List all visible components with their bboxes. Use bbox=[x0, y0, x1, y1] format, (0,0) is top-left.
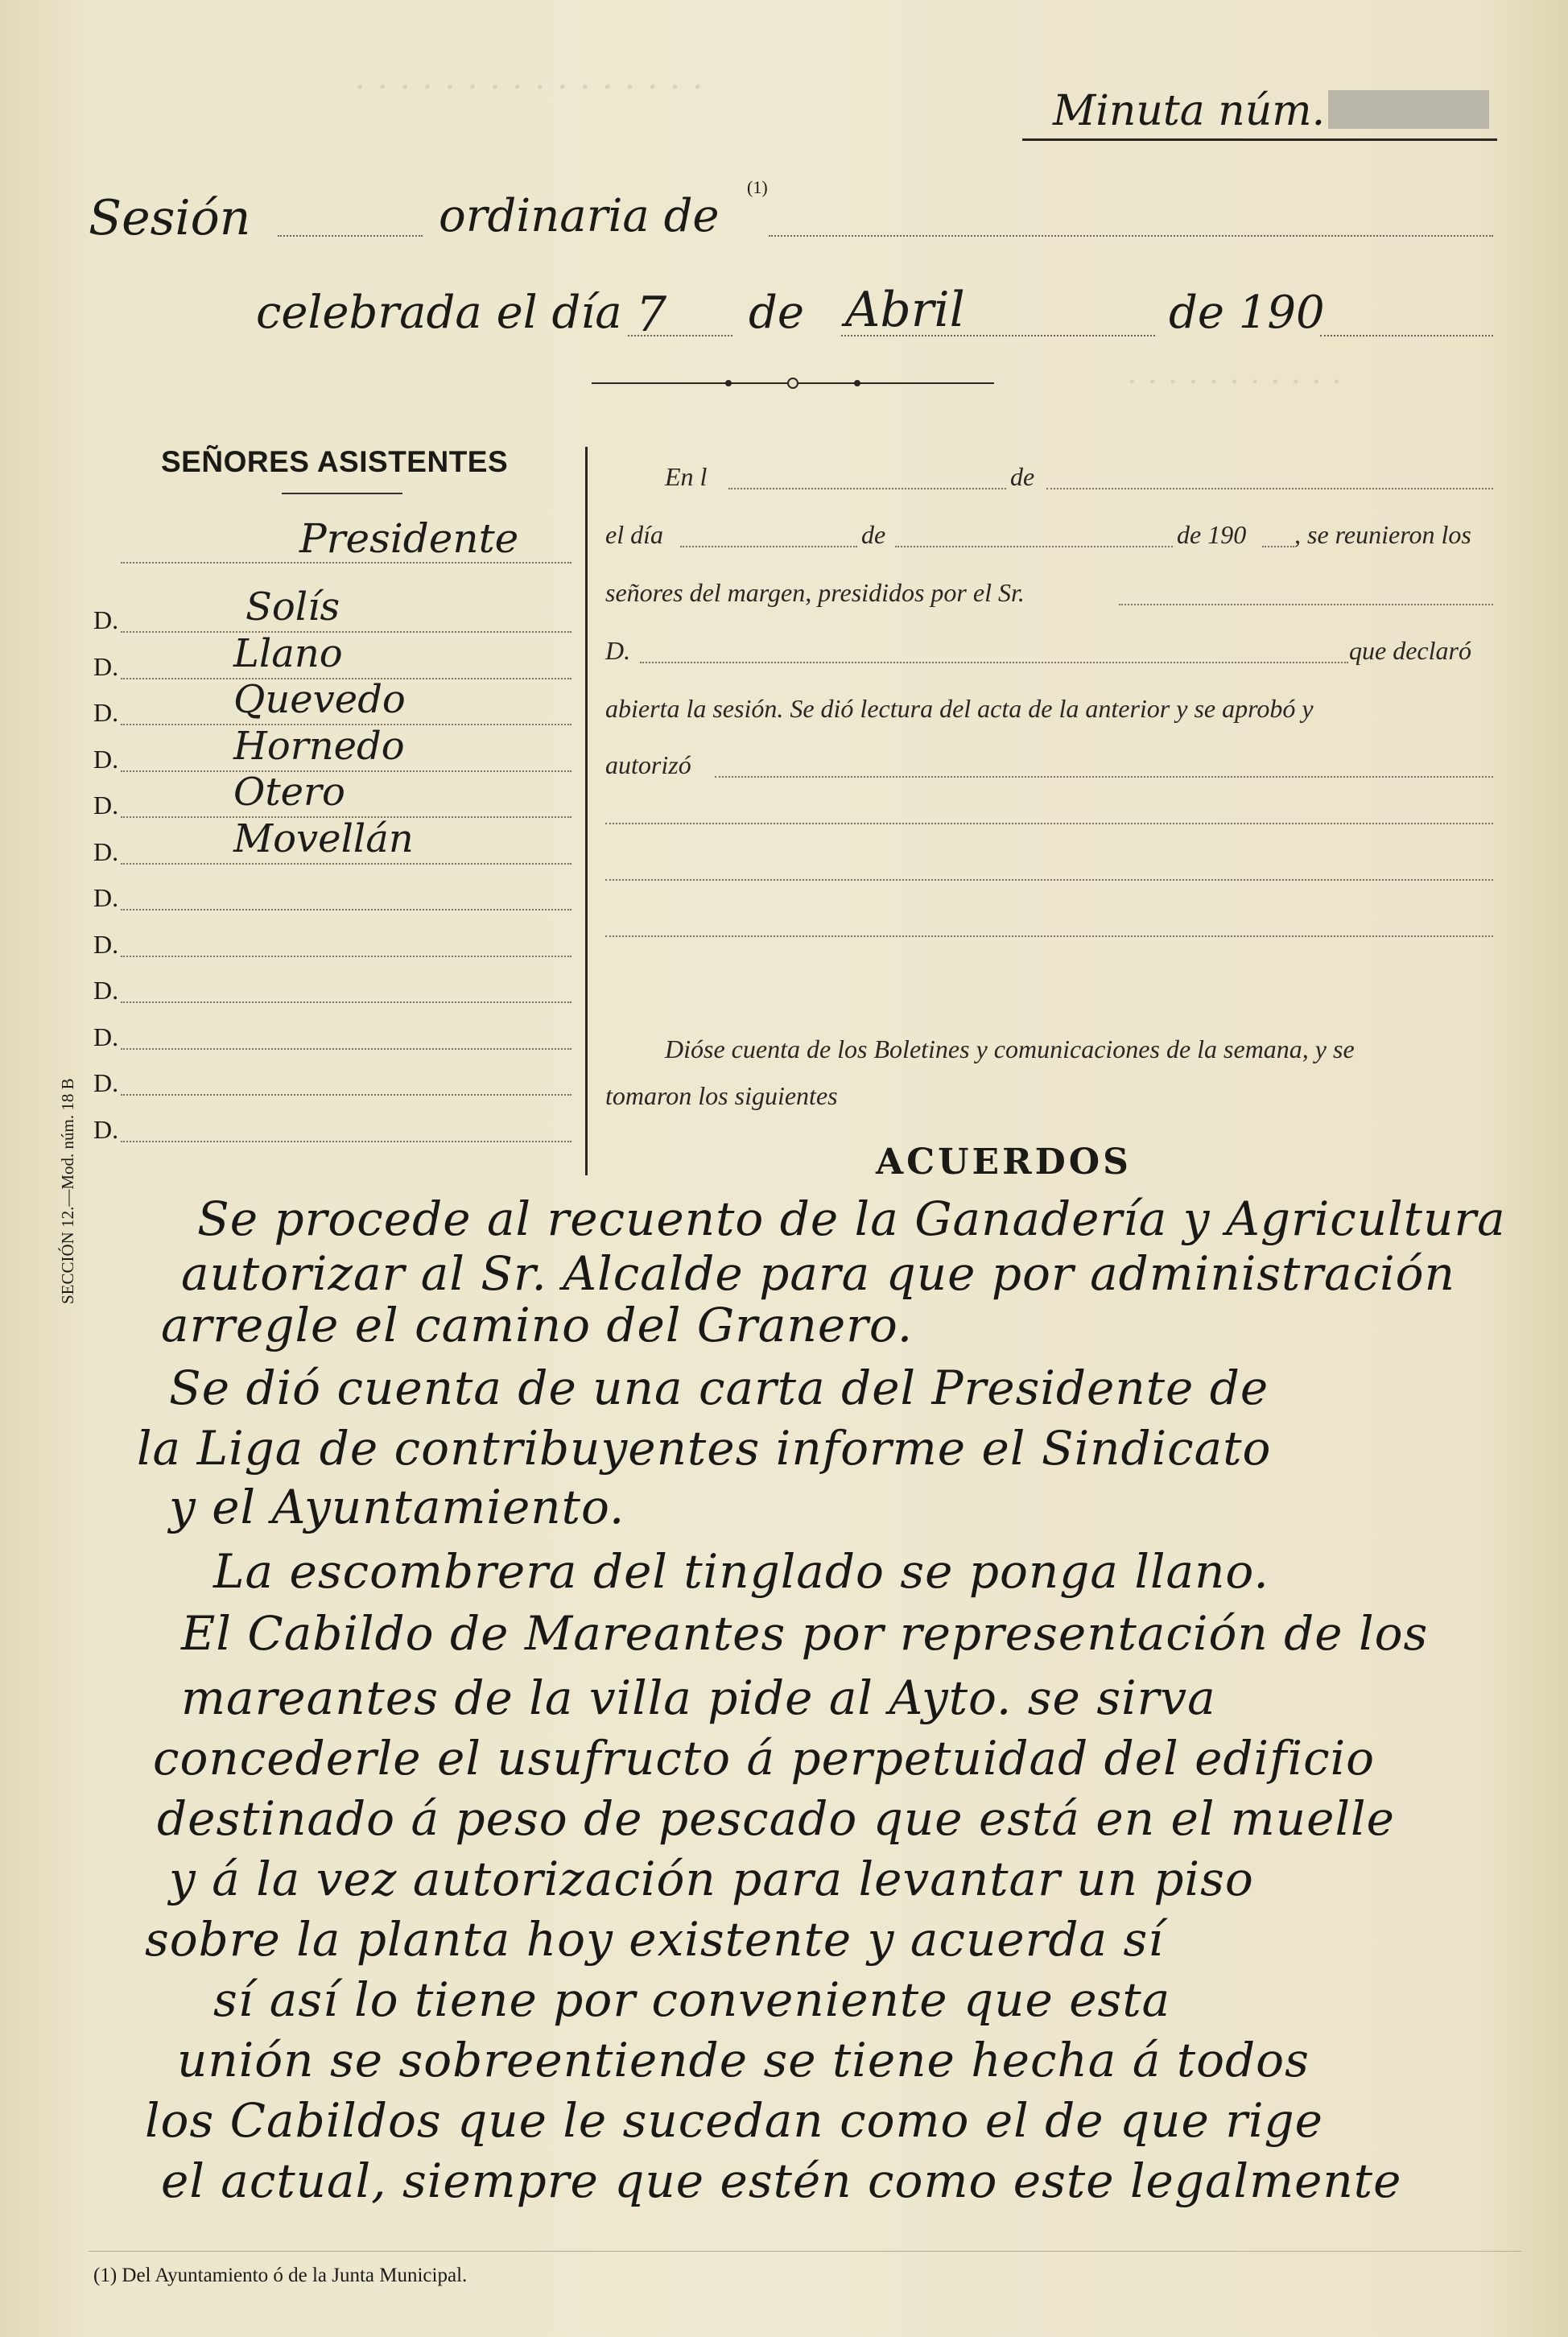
diose-line-2: tomaron los siguientes bbox=[605, 1081, 838, 1110]
asistente-line bbox=[121, 863, 571, 865]
abierta-label: abierta la sesión. Se dió lectura del acta de la anterior y se aprobó y bbox=[605, 694, 1314, 723]
que-declaro-label: que declaró bbox=[1349, 636, 1471, 665]
header-ornament bbox=[592, 374, 994, 393]
asistente-name: Movellán bbox=[233, 815, 414, 861]
asistente-prefix: D. bbox=[93, 744, 119, 774]
sesion-type-value: ordinaria bbox=[439, 190, 650, 242]
asistente-prefix: D. bbox=[93, 1114, 119, 1144]
d-dots bbox=[640, 662, 1348, 663]
asistente-prefix: D. bbox=[93, 929, 119, 959]
en-label: En l bbox=[665, 462, 708, 491]
acuerdo-line: El Cabildo de Mareantes por representación de los bbox=[181, 1606, 1429, 1661]
column-divider bbox=[585, 447, 588, 1175]
asistente-name: Hornedo bbox=[233, 723, 405, 769]
minuta-number-stamp bbox=[1328, 90, 1489, 129]
footnote-rule bbox=[89, 2251, 1521, 2252]
footnote-marker: (1) bbox=[747, 177, 768, 197]
asistente-line bbox=[121, 909, 571, 910]
asistente-line bbox=[121, 1094, 571, 1096]
en-de-dots bbox=[1046, 488, 1493, 489]
el-dia-dots bbox=[680, 546, 857, 547]
senores-label: señores del margen, presididos por el Sr. bbox=[605, 578, 1025, 607]
autorizo-dots bbox=[715, 776, 1493, 778]
se-reunieron-label: , se reunieron los bbox=[1294, 520, 1471, 549]
acuerdo-line: los Cabildos que le sucedan como el de que rige bbox=[145, 2093, 1324, 2148]
acuerdo-line: autorizar al Sr. Alcalde para que por administración bbox=[181, 1246, 1455, 1301]
acuerdo-line: Se dió cuenta de una carta del Presidente de bbox=[169, 1360, 1269, 1415]
bleed-through-text: . . . . . . . . . . . bbox=[1127, 354, 1343, 391]
asistente-prefix: D. bbox=[93, 976, 119, 1005]
dia-value: 7 bbox=[636, 287, 667, 343]
asistente-prefix: D. bbox=[93, 698, 119, 727]
bleed-through-text: . . . . . . . . . . . . . . . . bbox=[354, 56, 704, 97]
celebrada-label: celebrada el día bbox=[256, 287, 622, 339]
sesion-dots bbox=[278, 235, 423, 237]
asistente-line bbox=[121, 631, 571, 633]
acuerdo-line: mareantes de la villa pide al Ayto. se sirva bbox=[181, 1670, 1216, 1725]
de-label: de bbox=[749, 287, 804, 339]
acuerdo-line: La escombrera del tinglado se ponga llano. bbox=[213, 1544, 1269, 1599]
diose-line-1: Dióse cuenta de los Boletines y comunicaciones de la semana, y se bbox=[665, 1034, 1355, 1063]
blank-line-2 bbox=[605, 879, 1493, 881]
en-dots bbox=[728, 488, 1006, 489]
acuerdo-line: el actual, siempre que estén como este legalmente bbox=[161, 2153, 1402, 2208]
en-de-label: de bbox=[1010, 462, 1035, 491]
de190-label: de 190 bbox=[1177, 520, 1247, 549]
sesion-dots-right bbox=[769, 235, 1493, 237]
year-dots bbox=[1320, 335, 1493, 337]
acuerdo-line: y el Ayuntamiento. bbox=[169, 1480, 625, 1534]
mes-value: Abril bbox=[845, 282, 965, 338]
acuerdo-line: destinado á peso de pescado que está en el muelle bbox=[157, 1791, 1395, 1846]
acuerdo-line: arregle el camino del Granero. bbox=[161, 1298, 914, 1352]
asistente-name: Solís bbox=[246, 584, 340, 630]
asistente-line bbox=[121, 770, 571, 772]
asistente-name: Llano bbox=[233, 630, 343, 676]
asistente-line bbox=[121, 1141, 571, 1142]
sesion-type bbox=[439, 190, 720, 242]
autorizo-label: autorizó bbox=[605, 750, 691, 779]
mes-dots bbox=[841, 335, 1155, 337]
asistente-prefix: D. bbox=[93, 836, 119, 866]
presidente-name: Presidente bbox=[299, 515, 519, 562]
asistente-line bbox=[121, 1048, 571, 1050]
year-prefix: de 190 bbox=[1169, 287, 1325, 339]
asistente-prefix: D. bbox=[93, 883, 119, 912]
dia-dots bbox=[628, 335, 732, 337]
sesion-de: de bbox=[663, 190, 720, 242]
de190-dots bbox=[1262, 546, 1294, 547]
acuerdo-line: unión se sobreentiende se tiene hecha á todos bbox=[177, 2033, 1310, 2087]
acuerdo-line: concederle el usufructo á perpetuidad del edificio bbox=[153, 1731, 1376, 1786]
asistente-name: Quevedo bbox=[233, 677, 406, 722]
acuerdo-line: la Liga de contribuyentes informe el Sindicato bbox=[137, 1421, 1272, 1476]
asistente-prefix: D. bbox=[93, 791, 119, 820]
asistente-prefix: D. bbox=[93, 651, 119, 681]
blank-line-1 bbox=[605, 823, 1493, 824]
side-margin-text: SECCIÓN 12.—Mod. núm. 18 B bbox=[58, 1078, 77, 1304]
el-dia-label: el día bbox=[605, 520, 663, 549]
acuerdo-line: y á la vez autorización para levantar un piso bbox=[169, 1852, 1254, 1906]
asistente-prefix: D. bbox=[93, 1022, 119, 1051]
d-label: D. bbox=[605, 636, 631, 665]
asistente-prefix: D. bbox=[93, 1068, 119, 1097]
el-dia-de-label: de bbox=[861, 520, 886, 549]
asistente-line bbox=[121, 956, 571, 957]
asistentes-rule bbox=[282, 493, 402, 494]
acuerdo-line: Se procede al recuento de la Ganadería y Agricultura bbox=[197, 1191, 1506, 1246]
acuerdo-line: sí así lo tiene por conveniente que esta bbox=[213, 1972, 1171, 2027]
footnote-text: (1) Del Ayuntamiento ó de la Junta Municipal. bbox=[93, 2265, 468, 2286]
asistente-line bbox=[121, 1001, 571, 1003]
asistente-name: Otero bbox=[233, 770, 345, 815]
blank-line-3 bbox=[605, 935, 1493, 937]
acuerdos-title: ACUERDOS bbox=[876, 1142, 1132, 1183]
acuerdo-line: sobre la planta hoy existente y acuerda sí bbox=[145, 1912, 1164, 1967]
el-dia-mes-dots bbox=[895, 546, 1173, 547]
asistente-prefix: D. bbox=[93, 605, 119, 634]
senores-dots bbox=[1119, 604, 1493, 605]
minuta-label: Minuta núm. bbox=[1053, 87, 1326, 135]
asistentes-title: SEÑORES ASISTENTES bbox=[161, 445, 509, 478]
presidente-line bbox=[121, 562, 571, 564]
sesion-label: Sesión bbox=[89, 190, 251, 246]
minuta-box bbox=[1022, 82, 1497, 141]
